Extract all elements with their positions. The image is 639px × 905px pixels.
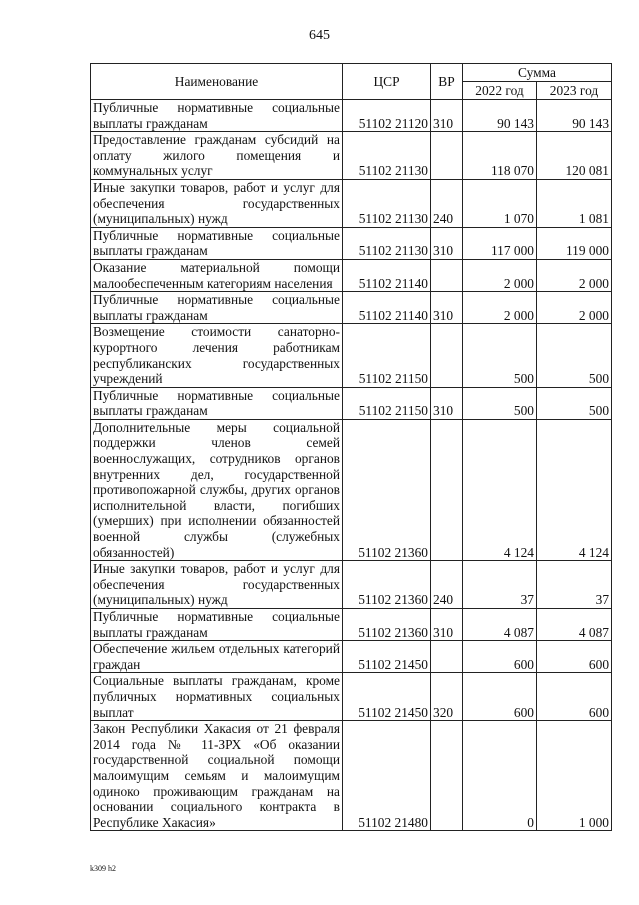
row-name-cell: Предоставление гражданам субсидий на оплату жилого помещения и коммунальных услуг	[91, 132, 343, 180]
row-amount-2022-cell: 2 000	[463, 259, 537, 291]
budget-table	[90, 63, 612, 831]
row-csr-cell: 51102 21130	[343, 227, 431, 259]
header-csr: ЦСР	[343, 64, 431, 100]
row-csr-cell: 51102 21360	[343, 561, 431, 609]
row-csr-cell: 51102 21140	[343, 259, 431, 291]
row-amount-2022-cell: 4 087	[463, 609, 537, 641]
row-vr-cell: 310	[431, 100, 463, 132]
table-row	[91, 132, 612, 180]
row-amount-2023-cell: 500	[537, 324, 612, 387]
row-name-cell: Иные закупки товаров, работ и услуг для обеспечения государственных (муниципальных) нужд	[91, 179, 343, 227]
row-amount-2023-cell: 120 081	[537, 132, 612, 180]
row-name-cell: Публичные нормативные социальные выплаты гражданам	[91, 227, 343, 259]
header-vr: ВР	[431, 64, 463, 100]
row-name-cell: Иные закупки товаров, работ и услуг для обеспечения государственных (муниципальных) нужд	[91, 561, 343, 609]
row-amount-2023-cell: 1 000	[537, 721, 612, 831]
row-csr-cell: 51102 21140	[343, 292, 431, 324]
header-sum: Сумма	[463, 64, 612, 82]
row-vr-cell: 310	[431, 227, 463, 259]
row-amount-2022-cell: 4 124	[463, 419, 537, 560]
table-row	[91, 673, 612, 721]
row-csr-cell: 51102 21130	[343, 132, 431, 180]
table-row	[91, 721, 612, 831]
header-name: Наименование	[91, 64, 343, 100]
row-name-cell: Дополнительные меры социальной поддержки членов семей военнослужащих, сотрудников органов внутренних дел, государственной противопожарной службы, других органов исполнительной власти, погибших (умерших) при исполнении обязанностей военной службы (служебных обязанностей)	[91, 419, 343, 560]
row-name-cell: Публичные нормативные социальные выплаты гражданам	[91, 292, 343, 324]
row-vr-cell: 320	[431, 673, 463, 721]
row-name-cell: Социальные выплаты гражданам, кроме публичных нормативных социальных выплат	[91, 673, 343, 721]
table-row	[91, 387, 612, 419]
row-amount-2022-cell: 500	[463, 387, 537, 419]
row-amount-2023-cell: 4 087	[537, 609, 612, 641]
table-row	[91, 259, 612, 291]
row-name-cell: Обеспечение жильем отдельных категорий граждан	[91, 641, 343, 673]
row-csr-cell: 51102 21450	[343, 641, 431, 673]
row-amount-2023-cell: 500	[537, 387, 612, 419]
row-vr-cell	[431, 641, 463, 673]
table-row	[91, 227, 612, 259]
row-vr-cell	[431, 324, 463, 387]
row-vr-cell: 310	[431, 292, 463, 324]
row-vr-cell: 310	[431, 609, 463, 641]
header-year-2022: 2022 год	[463, 82, 537, 100]
table-row	[91, 641, 612, 673]
table-row	[91, 100, 612, 132]
table-row	[91, 179, 612, 227]
row-csr-cell: 51102 21130	[343, 179, 431, 227]
header-year-2023: 2023 год	[537, 82, 612, 100]
row-amount-2022-cell: 600	[463, 641, 537, 673]
row-vr-cell	[431, 721, 463, 831]
row-amount-2023-cell: 119 000	[537, 227, 612, 259]
table-body	[91, 100, 612, 831]
row-vr-cell	[431, 132, 463, 180]
table-row	[91, 561, 612, 609]
row-csr-cell: 51102 21450	[343, 673, 431, 721]
row-csr-cell: 51102 21120	[343, 100, 431, 132]
row-amount-2023-cell: 4 124	[537, 419, 612, 560]
row-amount-2022-cell: 1 070	[463, 179, 537, 227]
table-row	[91, 324, 612, 387]
row-csr-cell: 51102 21360	[343, 419, 431, 560]
row-amount-2022-cell: 37	[463, 561, 537, 609]
row-amount-2023-cell: 37	[537, 561, 612, 609]
table-row	[91, 419, 612, 560]
row-name-cell: Закон Республики Хакасия от 21 февраля 2014 года № 11-ЗРХ «Об оказании государственной социальной помощи малоимущим семьям и малоимущим одиноко проживающим гражданам на основании социального контракта в Республике Хакасия»	[91, 721, 343, 831]
row-name-cell: Публичные нормативные социальные выплаты гражданам	[91, 100, 343, 132]
row-name-cell: Возмещение стоимости санаторно-курортного лечения работникам республиканских государственных учреждений	[91, 324, 343, 387]
row-name-cell: Публичные нормативные социальные выплаты гражданам	[91, 387, 343, 419]
row-vr-cell	[431, 259, 463, 291]
row-amount-2022-cell: 2 000	[463, 292, 537, 324]
row-amount-2022-cell: 0	[463, 721, 537, 831]
document-code: k309 h2	[90, 864, 116, 873]
row-csr-cell: 51102 21150	[343, 324, 431, 387]
row-amount-2022-cell: 500	[463, 324, 537, 387]
row-amount-2023-cell: 600	[537, 673, 612, 721]
row-amount-2022-cell: 90 143	[463, 100, 537, 132]
row-amount-2022-cell: 600	[463, 673, 537, 721]
row-csr-cell: 51102 21480	[343, 721, 431, 831]
row-amount-2023-cell: 600	[537, 641, 612, 673]
row-amount-2023-cell: 2 000	[537, 292, 612, 324]
table-row	[91, 292, 612, 324]
row-amount-2022-cell: 118 070	[463, 132, 537, 180]
row-name-cell: Публичные нормативные социальные выплаты гражданам	[91, 609, 343, 641]
row-amount-2023-cell: 2 000	[537, 259, 612, 291]
row-amount-2023-cell: 1 081	[537, 179, 612, 227]
row-amount-2023-cell: 90 143	[537, 100, 612, 132]
row-vr-cell: 240	[431, 561, 463, 609]
header-row-top	[91, 64, 612, 82]
row-vr-cell: 310	[431, 387, 463, 419]
row-vr-cell	[431, 419, 463, 560]
row-name-cell: Оказание материальной помощи малообеспеченным категориям населения	[91, 259, 343, 291]
row-csr-cell: 51102 21360	[343, 609, 431, 641]
row-amount-2022-cell: 117 000	[463, 227, 537, 259]
page-number: 645	[309, 28, 330, 43]
table-row	[91, 609, 612, 641]
row-vr-cell: 240	[431, 179, 463, 227]
row-csr-cell: 51102 21150	[343, 387, 431, 419]
